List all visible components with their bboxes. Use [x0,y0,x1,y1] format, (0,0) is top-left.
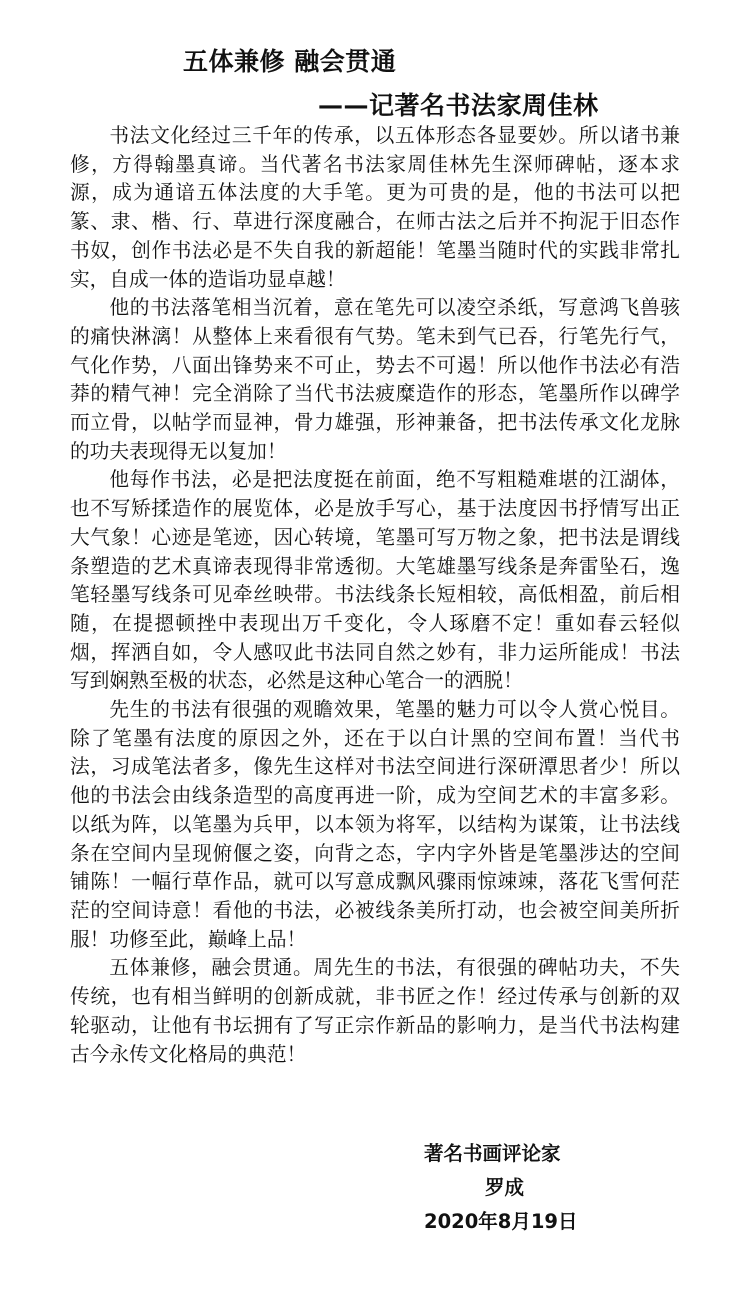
article-body [70,122,680,1069]
signature-name: 罗成 [485,1176,525,1199]
article-title: 五体兼修 融会贯通 [183,47,397,76]
signature-date: 2020年8月19日 [424,1210,578,1233]
paragraph-3: 他每作书法，必是把法度挺在前面，绝不写粗糙难堪的江湖体，也不写矫揉造作的展览体，必是放手写心，基于法度因书抒情写出正大气象！心迹是笔迹，因心转境，笔墨可写万物之象，把书法是谓线条塑造的艺术真谛表现得非常透彻。大笔雄墨写线条是奔雷坠石，逸笔轻墨写线条可见牵丝映带。书法线条长短相较，高低相盈，前后相随，在提摁顿挫中表现出万千变化，令人琢磨不定！重如春云轻似烟，挥洒自如，令人感叹此书法同自然之妙有，非力运所能成！书法写到娴熟至极的状态，必然是这种心笔合一的洒脱！ [70,468,680,693]
article-subtitle: ——记著名书法家周佳林 [318,91,599,120]
paragraph-4: 先生的书法有很强的观瞻效果，笔墨的魅力可以令人赏心悦目。除了笔墨有法度的原因之外，还在于以白计黑的空间布置！当代书法，习成笔法者多，像先生这样对书法空间进行深研潭思者少！所以他的书法会由线条造型的高度再进一阶，成为空间艺术的丰富多彩。以纸为阵，以笔墨为兵甲，以本领为将军，以结构为谋策，让书法线条在空间内呈现俯偃之姿，向背之态，字内字外皆是笔墨涉达的空间铺陈！一幅行草作品，就可以写意成飘风骤雨惊竦竦，落花飞雪何茫茫的空间诗意！看他的书法，必被线条美所打动，也会被空间美所折服！功修至此，巅峰上品！ [70,698,680,951]
paragraph-2: 他的书法落笔相当沉着，意在笔先可以凌空杀纸，写意鸿飞兽骇的痛快淋漓！从整体上来看很有气势。笔未到气已吞，行笔先行气，气化作势，八面出锋势来不可止，势去不可遏！所以他作书法必有浩莽的精气神！完全消除了当代书法疲糜造作的形态，笔墨所作以碑学而立骨，以帖学而显神，骨力雄强，形神兼备，把书法传承文化龙脉的功夫表现得无以复加！ [70,296,680,463]
paragraph-5: 五体兼修，融会贯通。周先生的书法，有很强的碑帖功夫，不失传统，也有相当鲜明的创新成就，非书匠之作！经过传承与创新的双轮驱动，让他有书坛拥有了写正宗作新品的影响力，是当代书法构建古今永传文化格局的典范！ [70,956,680,1066]
paragraph-1: 书法文化经过三千年的传承，以五体形态各显要妙。所以诸书兼修，方得翰墨真谛。当代著名书法家周佳林先生深师碑帖，逐本求源，成为通谙五体法度的大手笔。更为可贵的是，他的书法可以把篆、隶、楷、行、草进行深度融合，在师古法之后并不拘泥于旧态作书奴，创作书法必是不失自我的新超能！笔墨当随时代的实践非常扎实，自成一体的造诣功显卓越！ [70,124,680,291]
signature-role: 著名书画评论家 [424,1142,561,1165]
